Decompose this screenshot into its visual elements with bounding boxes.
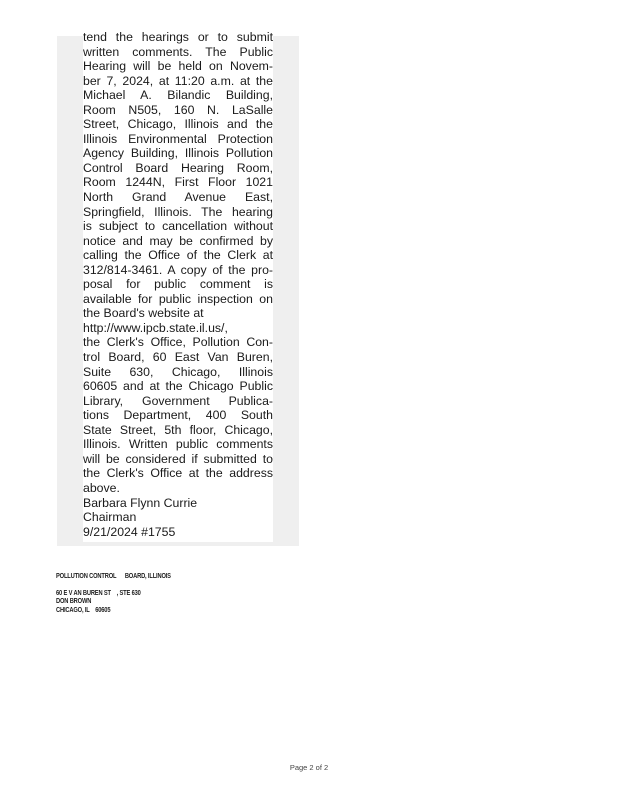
signature-block: [83, 496, 273, 540]
notice-line: notice and may be confirmed by: [83, 233, 273, 248]
notice-line: the Clerk's Office, Pollution Con-: [83, 335, 273, 350]
notice-line: Illinois Environmental Protection: [83, 131, 273, 146]
signature-name: Barbara Flynn Currie: [83, 495, 198, 510]
notice-line: http://www.ipcb.state.il.us/,: [83, 320, 228, 335]
notice-line: Agency Building, Illinois Pollution: [83, 146, 273, 161]
notice-line: Control Board Hearing Room,: [83, 160, 273, 175]
notice-line: above.: [83, 480, 120, 495]
notice-line: Illinois. Written public comments: [83, 437, 273, 452]
mailing-address: [56, 573, 171, 615]
notice-line: 312/814-3461. A copy of the pro-: [83, 262, 273, 277]
signature-title: Chairman: [83, 510, 137, 525]
notice-line: North Grand Avenue East,: [83, 190, 273, 205]
notice-line: Hearing will be held on Novem-: [83, 59, 273, 74]
notice-line: ber 7, 2024, at 11:20 a.m. at the: [83, 73, 273, 88]
page-number: Page 2 of 2: [289, 763, 329, 772]
notice-line: Street, Chicago, Illinois and the: [83, 117, 273, 132]
notice-line: tend the hearings or to submit: [83, 30, 273, 44]
notice-line: Suite 630, Chicago, Illinois: [83, 364, 273, 379]
notice-line: Michael A. Bilandic Building,: [83, 88, 273, 103]
address-organization: POLLUTION CONTROL BOARD, ILLINOIS: [56, 573, 171, 580]
notice-line: tions Department, 400 South: [83, 408, 273, 423]
notice-line: will be considered if submitted to: [83, 451, 273, 466]
notice-line: Springfield, Illinois. The hearing: [83, 204, 273, 219]
notice-text: [83, 30, 273, 496]
notice-line: Library, Government Publica-: [83, 393, 273, 408]
signature-date: 9/21/2024 #1755: [83, 524, 176, 539]
address-street: 60 E V AN BUREN ST , STE 630: [56, 589, 141, 597]
address-spacer: [56, 582, 171, 590]
notice-line: Room 1244N, First Floor 1021: [83, 175, 273, 190]
notice-line: trol Board, 60 East Van Buren,: [83, 350, 273, 365]
legal-notice: [83, 30, 273, 542]
notice-line: written comments. The Public: [83, 44, 273, 59]
address-attention: DON BROWN: [56, 598, 92, 605]
address-city: CHICAGO, IL 60605: [56, 606, 111, 614]
notice-line: is subject to cancellation without: [83, 219, 273, 234]
notice-line: the Clerk's Office at the address: [83, 466, 273, 481]
notice-line: 60605 and at the Chicago Public: [83, 379, 273, 394]
notice-line: calling the Office of the Clerk at: [83, 248, 273, 263]
notice-line: posal for public comment is: [83, 277, 273, 292]
notice-line: available for public inspection on: [83, 291, 273, 306]
notice-line: Room N505, 160 N. LaSalle: [83, 102, 273, 117]
notice-line: the Board's website at: [83, 306, 204, 321]
notice-line: State Street, 5th floor, Chicago,: [83, 422, 273, 437]
